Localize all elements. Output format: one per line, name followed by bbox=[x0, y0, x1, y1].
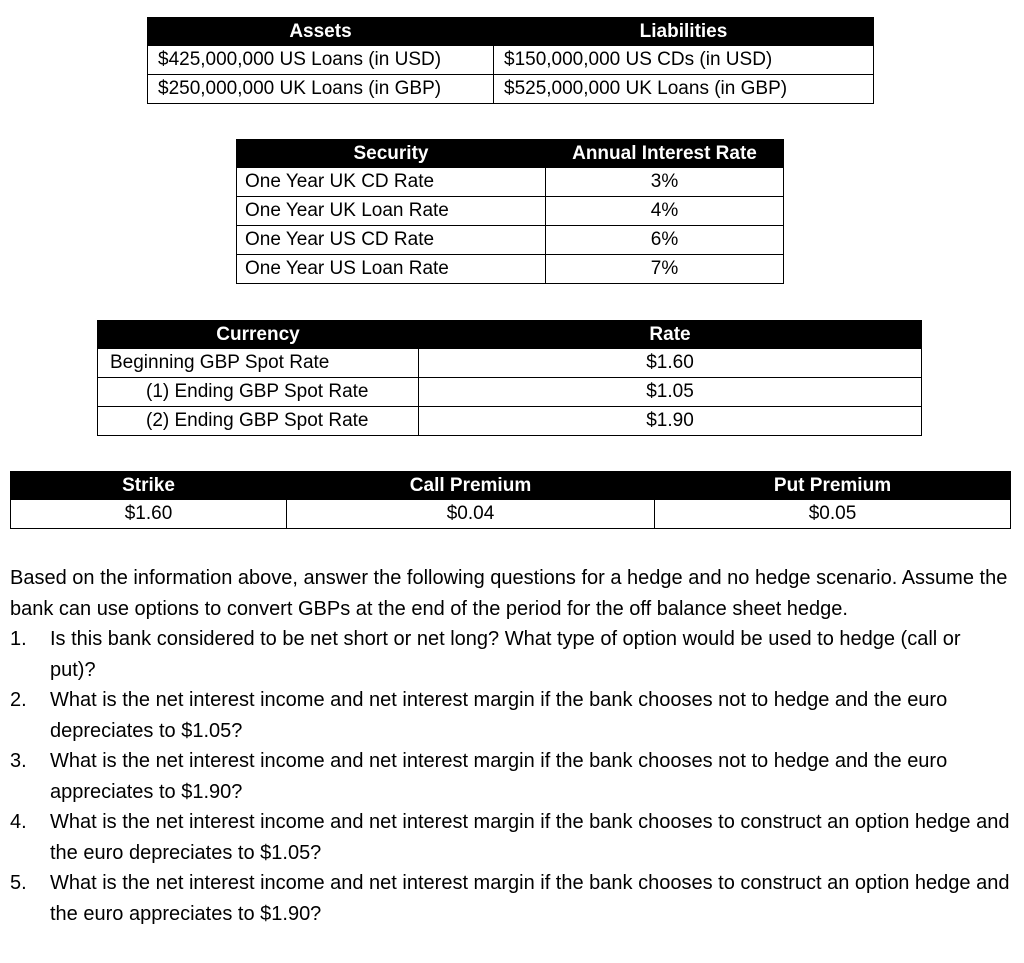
question-list bbox=[10, 624, 1010, 929]
currency-header: Currency bbox=[98, 321, 419, 349]
assets-header: Assets bbox=[148, 18, 494, 46]
table-header-row bbox=[98, 321, 922, 349]
interest-rate-header: Annual Interest Rate bbox=[546, 140, 784, 168]
balance-sheet-table bbox=[147, 17, 874, 104]
table-row bbox=[98, 407, 922, 436]
table-cell: (1) Ending GBP Spot Rate bbox=[98, 378, 419, 407]
question-text: What is the net interest income and net interest margin if the bank chooses not to hedge and the euro appreciates to $1.90? bbox=[50, 750, 948, 803]
strike-header: Strike bbox=[11, 472, 287, 500]
question-number: 5. bbox=[10, 872, 27, 894]
call-premium-header: Call Premium bbox=[287, 472, 655, 500]
table-cell: (2) Ending GBP Spot Rate bbox=[98, 407, 419, 436]
table-row bbox=[148, 75, 874, 104]
question-item bbox=[10, 746, 1010, 807]
question-item bbox=[10, 685, 1010, 746]
rate-header: Rate bbox=[419, 321, 922, 349]
security-header: Security bbox=[237, 140, 546, 168]
question-text: What is the net interest income and net interest margin if the bank chooses to construct an option hedge and the euro appreciates to $1.90? bbox=[50, 872, 1010, 925]
table-row bbox=[98, 349, 922, 378]
currency-table bbox=[97, 320, 922, 436]
table-row bbox=[237, 255, 784, 284]
table-cell: $150,000,000 US CDs (in USD) bbox=[494, 46, 874, 75]
questions-intro: Based on the information above, answer the following questions for a hedge and no hedge scenario. Assume the bank can use options to convert GBPs at the end of the period for the off balance sheet hedge. bbox=[10, 567, 1008, 620]
questions-section bbox=[10, 563, 1010, 929]
table-cell: $1.05 bbox=[419, 378, 922, 407]
put-premium-header: Put Premium bbox=[655, 472, 1011, 500]
table-cell: 4% bbox=[546, 197, 784, 226]
question-item bbox=[10, 868, 1010, 929]
table-cell: $1.60 bbox=[419, 349, 922, 378]
table-cell: One Year UK Loan Rate bbox=[237, 197, 546, 226]
question-text: What is the net interest income and net interest margin if the bank chooses to construct an option hedge and the euro depreciates to $1.05? bbox=[50, 811, 1010, 864]
question-number: 4. bbox=[10, 811, 27, 833]
table-cell: $0.04 bbox=[287, 500, 655, 529]
interest-rate-table bbox=[236, 139, 784, 284]
table-row bbox=[11, 500, 1011, 529]
table-row bbox=[237, 168, 784, 197]
table-cell: $0.05 bbox=[655, 500, 1011, 529]
table-row bbox=[148, 46, 874, 75]
table-cell: One Year US CD Rate bbox=[237, 226, 546, 255]
table-header-row bbox=[11, 472, 1011, 500]
table-cell: Beginning GBP Spot Rate bbox=[98, 349, 419, 378]
question-text: What is the net interest income and net interest margin if the bank chooses not to hedge and the euro depreciates to $1.05? bbox=[50, 689, 948, 742]
table-row bbox=[237, 226, 784, 255]
table-cell: $250,000,000 UK Loans (in GBP) bbox=[148, 75, 494, 104]
table-row bbox=[237, 197, 784, 226]
question-item bbox=[10, 807, 1010, 868]
question-text: Is this bank considered to be net short or net long? What type of option would be used to hedge (call or put)? bbox=[50, 628, 961, 681]
table-cell: $1.90 bbox=[419, 407, 922, 436]
question-number: 2. bbox=[10, 689, 27, 711]
question-number: 1. bbox=[10, 628, 27, 650]
question-number: 3. bbox=[10, 750, 27, 772]
liabilities-header: Liabilities bbox=[494, 18, 874, 46]
table-cell: $425,000,000 US Loans (in USD) bbox=[148, 46, 494, 75]
table-cell: 7% bbox=[546, 255, 784, 284]
table-cell: One Year UK CD Rate bbox=[237, 168, 546, 197]
table-cell: $525,000,000 UK Loans (in GBP) bbox=[494, 75, 874, 104]
table-row bbox=[98, 378, 922, 407]
table-header-row bbox=[148, 18, 874, 46]
table-cell: $1.60 bbox=[11, 500, 287, 529]
table-cell: 3% bbox=[546, 168, 784, 197]
table-cell: One Year US Loan Rate bbox=[237, 255, 546, 284]
options-table bbox=[10, 471, 1011, 529]
question-item bbox=[10, 624, 1010, 685]
table-cell: 6% bbox=[546, 226, 784, 255]
table-header-row bbox=[237, 140, 784, 168]
